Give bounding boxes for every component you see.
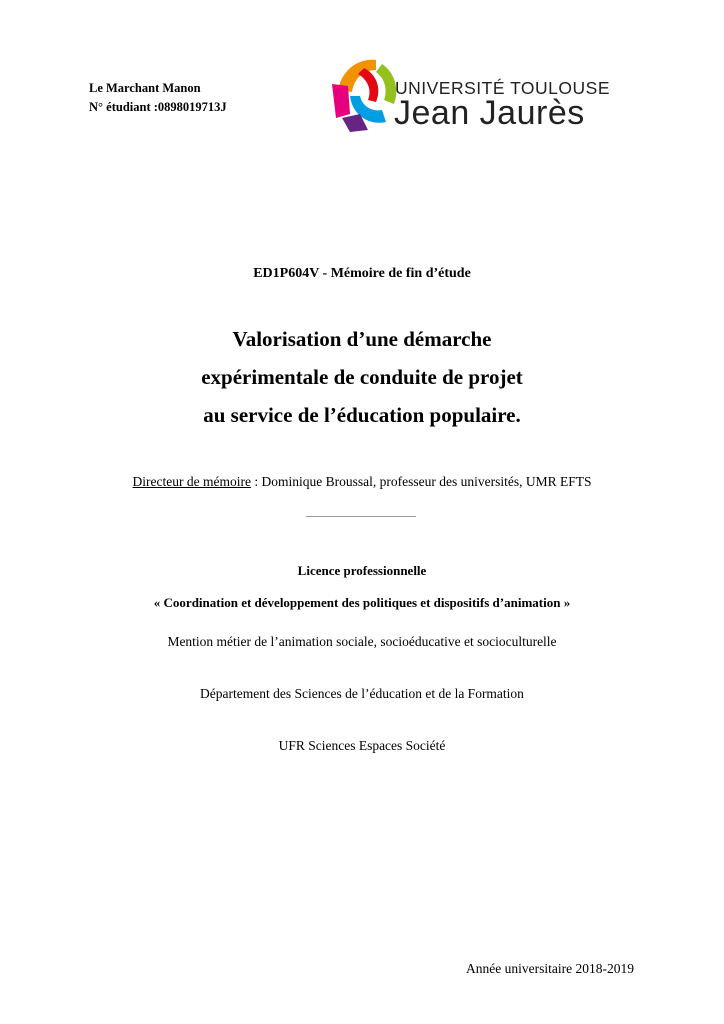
licence-program: « Coordination et développement des politiques et dispositifs d’animation »: [153, 595, 571, 610]
author-block: [89, 79, 227, 117]
ufr: UFR Sciences Espaces Société: [278, 738, 446, 753]
academic-year: Année universitaire 2018-2019: [466, 961, 634, 976]
logo-text-name: Jean Jaurès: [394, 94, 585, 132]
author-name: Le Marchant Manon: [89, 81, 201, 95]
director-line: [0, 474, 724, 490]
mention: Mention métier de l’animation sociale, socioéducative et socioculturelle: [167, 634, 557, 649]
director-label: Directeur de mémoire: [132, 474, 251, 489]
course-code: ED1P604V - Mémoire de fin d’étude: [253, 266, 471, 281]
university-logo-mark: [328, 56, 398, 134]
licence-block: [0, 555, 724, 619]
separator-line: [306, 516, 416, 517]
licence-title: Licence professionnelle: [297, 563, 427, 578]
title-line: expérimentale de conduite de projet: [201, 365, 523, 389]
department: Département des Sciences de l’éducation et de la Formation: [200, 686, 524, 701]
director-value: : Dominique Broussal, professeur des universités, UMR EFTS: [250, 474, 592, 489]
title-line: au service de l’éducation populaire.: [203, 403, 521, 427]
student-id: N° étudiant :0898019713J: [89, 100, 227, 114]
title-line: Valorisation d’une démarche: [232, 327, 492, 351]
university-logo: [328, 52, 648, 137]
thesis-title: [0, 320, 724, 434]
logo-text-university: UNIVERSITÉ TOULOUSE: [395, 78, 611, 98]
